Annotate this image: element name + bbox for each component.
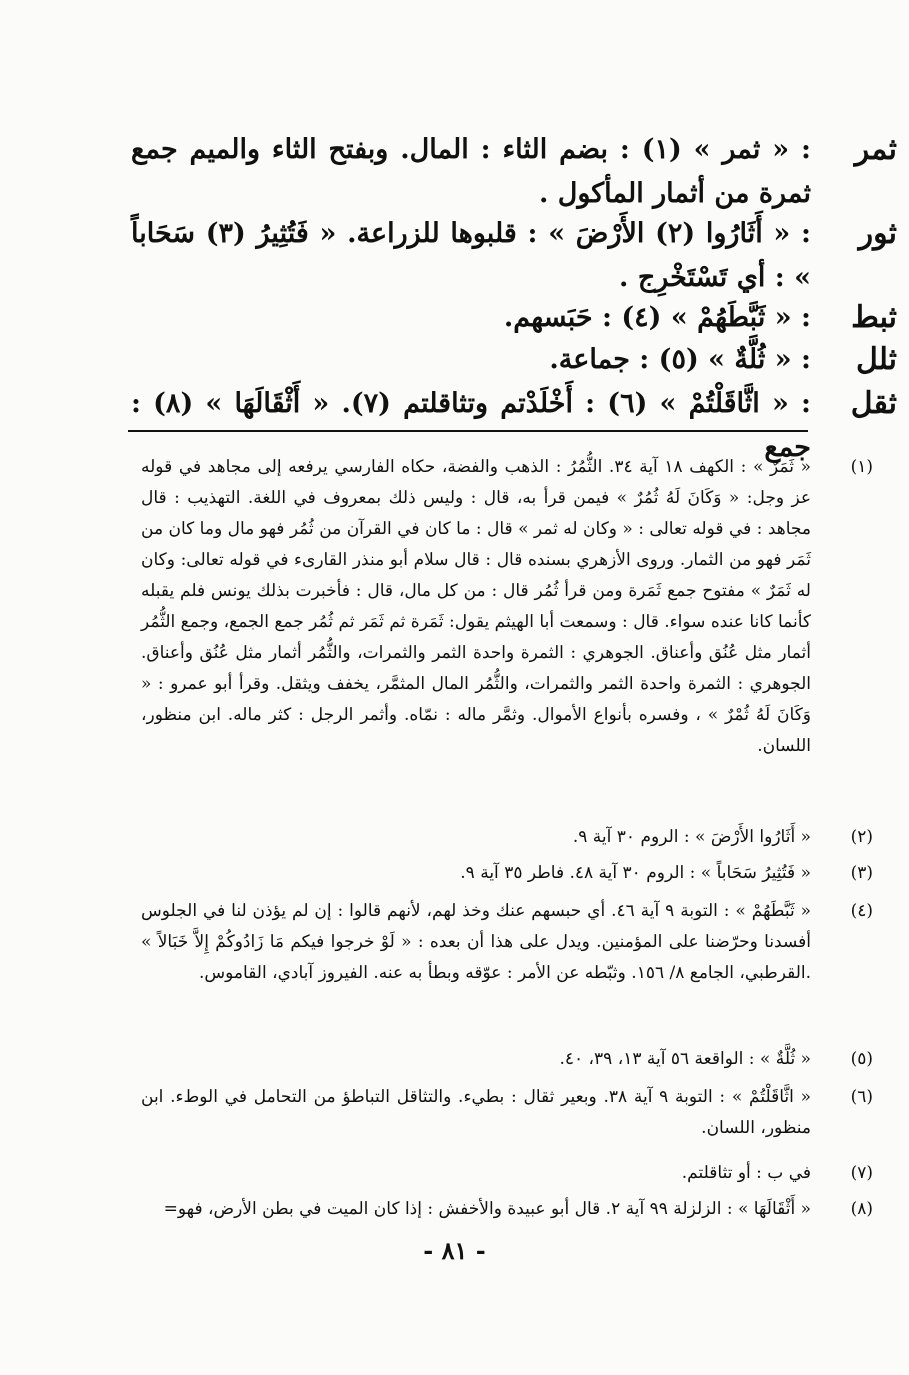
footnote-number: (٥): [850, 1049, 873, 1069]
footnote-number: (٦): [850, 1087, 873, 1107]
entry-headword: ثقل: [850, 386, 897, 421]
footnote-text: « اثَّاقَلْتُمْ » : التوبة ٩ آية ٣٨. وبعير ثقال : بطيء. والتثاقل التباطؤ من التحامل في الوطء. ابن منظور، اللسان.: [141, 1087, 811, 1138]
page-number: - ٨١ -: [423, 1236, 486, 1265]
footnote-3: [141, 858, 873, 889]
entry-text: : « اثَّاقَلْتُمْ » (٦) : أَخْلَدْتم وتثاقلتم (٧). « أَثْقَالَهَا » (٨) : جمع: [131, 388, 811, 463]
entry-text: : « ثَبَّطَهُمْ » (٤) : حَبَسهم.: [503, 302, 811, 333]
footnote-1: [141, 452, 873, 762]
footnote-text: « ثَبَّطَهُمْ » : التوبة ٩ آية ٤٦. أي حبسهم عنك وخذ لهم، لأنهم قالوا : إن لم يؤذن لنا في الجلوس أفسدنا وحرّضنا على المؤمنين. ويدل على هذا أن بعده : « لَوْ خرجوا فيكم مَا زَادُوكُمْ إِلاَّ خَبَالاً » .القرطبي، الجامع ٨/ ١٥٦. وثبّطه عن الأمر : عوّقه وبطأ به عنه. الفيروز آبادي، القاموس.: [141, 901, 811, 983]
footnote-7: [141, 1158, 873, 1189]
entry-text: : « ثُلَّةٌ » (٥) : جماعة.: [549, 344, 811, 375]
footnote-number: (٤): [850, 901, 873, 921]
footnote-text: في ب : أو تثاقلتم.: [681, 1163, 811, 1183]
footnote-4: [141, 896, 873, 989]
entry-headword: ثبط: [851, 300, 897, 335]
footnote-number: (٢): [850, 827, 873, 847]
entry-headword: ثمر: [854, 132, 897, 167]
entry-headword: ثلل: [855, 342, 897, 377]
entry-thawr: [131, 212, 897, 300]
footnote-8: [141, 1194, 873, 1225]
footnote-number: (١): [850, 457, 873, 477]
footnote-divider: [128, 430, 808, 432]
entry-thamar: [131, 128, 897, 216]
footnote-6: [141, 1082, 873, 1144]
footnote-number: (٨): [850, 1199, 873, 1219]
footnote-number: (٣): [850, 863, 873, 883]
footnote-text: « ثُلَّةٌ » : الواقعة ٥٦ آية ١٣، ٣٩، ٤٠.: [559, 1049, 811, 1069]
entry-thabbat: [131, 296, 897, 340]
entry-headword: ثور: [858, 216, 897, 251]
entry-text: : « ثمر » (١) : بضم الثاء : المال. وبفتح الثاء والميم جمع ثمرة من أثمار المأكول .: [131, 134, 811, 209]
footnote-2: [141, 822, 873, 853]
footnote-5: [141, 1044, 873, 1075]
entry-thalal: [131, 338, 897, 382]
footnote-text: « أَثْقَالَهَا » : الزلزلة ٩٩ آية ٢. قال أبو عبيدة والأخفش : إذا كان الميت في بطن الأرض، فهو=: [163, 1199, 811, 1219]
footnote-text: « أَثَارُوا الأَرْضَ » : الروم ٣٠ آية ٩.: [572, 827, 811, 847]
footnote-number: (٧): [850, 1163, 873, 1183]
footnote-text: « فَتُثِيرُ سَحَاباً » : الروم ٣٠ آية ٤٨. فاطر ٣٥ آية ٩.: [460, 863, 811, 883]
footnote-text: « ثَمَرٌ » : الكهف ١٨ آية ٣٤. الثُّمُرُ : الذهب والفضة، حكاه الفارسي يرفعه إلى مجاهد في قوله عز وجل: « وَكَانَ لَهُ ثُمُرٌ » فيمن قرأ به، قال : وليس ذلك بمعروف في اللغة. التهذيب : قال مجاهد : في قوله تعالى : « وكان له ثمر » قال : ما كان في القرآن من ثُمُر فهو مال وما كان من ثَمَر فهو من الثمار. وروى الأزهري بسنده قال : قال سلام أبو منذر القارىء في قوله تعالى: وكان له ثَمَرٌ » مفتوح جمع ثَمَرة ومن قرأ ثُمُر قال : من كل مال، قال : فأخبرت بذلك يونس فلم يقبله كأنما كانا عنده سواء. قال : وسمعت أبا الهيثم يقول: ثَمَرة ثم ثَمَر ثم ثُمُر جمع الجمع، وجمع الثُّمُر أثمار مثل عُنُق وأعناق. الجوهري : الثمرة واحدة الثمر والثمرات، والثُّمُر أثمار مثل عُنُق وأعناق. الجوهري : الثمرة واحدة الثمر والثمرات، والثُّمُر المال المثمَّر، يخفف ويثقل. وقرأ أبو عمرو : « وَكَانَ لَهُ ثُمْرٌ » ، وفسره بأنواع الأموال. وثمَّر ماله : نمّاه. وأثمر الرجل : كثر ماله. ابن منظور، اللسان.: [141, 457, 811, 756]
entry-text: : « أَثَارُوا (٢) الأَرْضَ » : قلبوها للزراعة. « فَتُثِيرُ (٣) سَحَاباً » : أي تَسْتَخْرِج .: [131, 218, 811, 293]
